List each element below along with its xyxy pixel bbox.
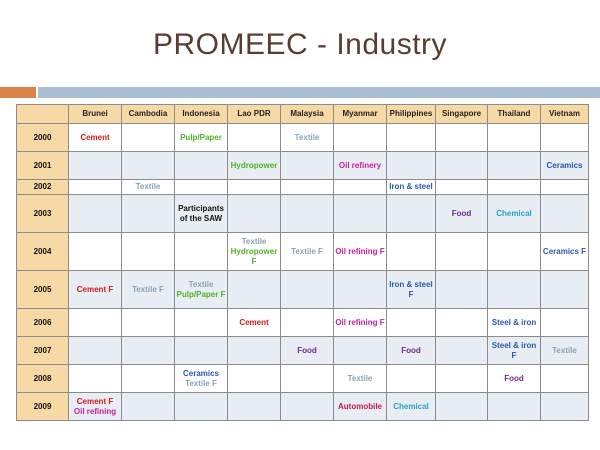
cell-philippines [387,337,436,365]
cell-philippines [387,180,436,195]
industry-entry: Textile [241,236,267,246]
industry-entry: Iron & steel F [389,279,433,299]
industry-entry: Textile F [291,246,323,256]
header-thailand: Thailand [488,105,541,124]
cell-thailand [488,337,541,365]
header-philippines: Philippines [387,105,436,124]
cell-indonesia [175,365,228,393]
cell-singapore [436,337,488,365]
industry-entry: Hydropower [230,160,278,170]
cell-singapore [436,393,488,421]
cell-philippines [387,309,436,337]
cell-brunei [69,337,122,365]
year-cell: 2008 [17,365,69,393]
cell-malaysia [281,180,334,195]
industry-entry: Textile [552,345,577,355]
cell-lao-pdr [228,365,281,393]
header-row [17,105,589,124]
cell-cambodia [122,152,175,180]
industry-entry: Iron & steel [389,182,433,191]
year-cell: 2009 [17,393,69,421]
cell-indonesia [175,124,228,152]
header-vietnam: Vietnam [541,105,589,124]
header-lao-pdr: Lao PDR [228,105,281,124]
cell-thailand [488,233,541,271]
cell-brunei [69,152,122,180]
cell-malaysia [281,195,334,233]
cell-lao-pdr [228,309,281,337]
cell-malaysia [281,393,334,421]
cell-thailand [488,365,541,393]
cell-brunei [69,393,122,421]
cell-malaysia [281,271,334,309]
industry-entry: Steel & iron F [491,340,537,360]
table-row [17,337,589,365]
industry-entry: Pulp/Paper F [176,289,226,299]
cell-malaysia [281,124,334,152]
cell-myanmar [334,337,387,365]
cell-thailand [488,309,541,337]
cell-philippines [387,195,436,233]
cell-myanmar [334,309,387,337]
cell-philippines [387,233,436,271]
cell-myanmar [334,195,387,233]
industry-entry: Textile F [132,284,164,294]
cell-thailand [488,393,541,421]
cell-cambodia [122,337,175,365]
industry-entry: Ceramics [546,160,583,170]
table-row [17,195,589,233]
cell-singapore [436,195,488,233]
cell-vietnam [541,124,589,152]
cell-vietnam [541,337,589,365]
cell-cambodia [122,271,175,309]
industry-entry: Chemical [496,208,532,218]
industry-entry: Textile [347,373,373,383]
cell-lao-pdr [228,180,281,195]
cell-vietnam [541,309,589,337]
cell-vietnam [541,393,589,421]
cell-lao-pdr [228,124,281,152]
industry-entry: Ceramics [182,368,220,378]
header-cambodia: Cambodia [122,105,175,124]
industry-entry: Hydropower F [230,246,278,266]
year-cell: 2007 [17,337,69,365]
industry-entry: Cement [80,132,110,142]
cell-myanmar [334,152,387,180]
year-cell: 2004 [17,233,69,271]
table-row [17,124,589,152]
cell-singapore [436,124,488,152]
cell-indonesia [175,337,228,365]
table-row [17,233,589,271]
header-corner [17,105,69,124]
cell-singapore [436,365,488,393]
cell-philippines [387,365,436,393]
cell-malaysia [281,233,334,271]
cell-lao-pdr [228,233,281,271]
table-row [17,393,589,421]
table-row [17,180,589,195]
industry-entry: Textile [188,279,214,289]
cell-brunei [69,365,122,393]
year-cell: 2003 [17,195,69,233]
cell-cambodia [122,180,175,195]
cell-lao-pdr [228,195,281,233]
cell-singapore [436,271,488,309]
cell-vietnam [541,233,589,271]
cell-myanmar [334,365,387,393]
industry-entry: Food [504,373,524,383]
header-brunei: Brunei [69,105,122,124]
year-cell: 2001 [17,152,69,180]
cell-brunei [69,180,122,195]
cell-philippines [387,393,436,421]
cell-cambodia [122,195,175,233]
industry-entry: Automobile [338,401,382,411]
cell-cambodia [122,233,175,271]
cell-indonesia [175,152,228,180]
cell-brunei [69,195,122,233]
cell-malaysia [281,337,334,365]
header-malaysia: Malaysia [281,105,334,124]
cell-myanmar [334,180,387,195]
cell-indonesia [175,271,228,309]
industry-entry: Chemical [393,401,429,411]
industry-entry: Food [451,208,472,218]
cell-myanmar [334,233,387,271]
industry-entry: Food [401,345,421,355]
cell-vietnam [541,152,589,180]
industry-entry: Cement F [76,396,114,406]
industry-entry: Oil refinery [338,160,382,170]
table-row [17,271,589,309]
industry-entry: Oil refining F [335,246,385,256]
accent-bar-orange [0,87,36,98]
year-cell: 2000 [17,124,69,152]
table-row [17,365,589,393]
industry-entry: Oil refining [73,406,117,416]
industry-table [16,104,589,421]
year-cell: 2002 [17,180,69,195]
header-singapore: Singapore [436,105,488,124]
cell-indonesia [175,233,228,271]
cell-indonesia [175,309,228,337]
cell-brunei [69,309,122,337]
cell-vietnam [541,195,589,233]
industry-entry: Textile [294,132,320,142]
cell-thailand [488,195,541,233]
cell-singapore [436,233,488,271]
cell-philippines [387,271,436,309]
cell-myanmar [334,124,387,152]
cell-thailand [488,271,541,309]
industry-entry: Oil refining F [335,317,385,327]
cell-thailand [488,152,541,180]
year-cell: 2005 [17,271,69,309]
header-myanmar: Myanmar [334,105,387,124]
cell-singapore [436,180,488,195]
cell-myanmar [334,271,387,309]
cell-malaysia [281,152,334,180]
year-cell: 2006 [17,309,69,337]
industry-entry: Participants of the SAW [178,203,224,223]
cell-vietnam [541,180,589,195]
cell-cambodia [122,124,175,152]
cell-indonesia [175,195,228,233]
cell-thailand [488,124,541,152]
cell-malaysia [281,309,334,337]
cell-indonesia [175,393,228,421]
industry-entry: Cement F [76,284,114,294]
cell-vietnam [541,365,589,393]
cell-lao-pdr [228,152,281,180]
cell-lao-pdr [228,393,281,421]
cell-brunei [69,233,122,271]
industry-entry: Textile [135,182,161,191]
cell-thailand [488,180,541,195]
cell-malaysia [281,365,334,393]
industry-entry: Ceramics F [542,246,587,256]
cell-cambodia [122,309,175,337]
cell-cambodia [122,393,175,421]
industry-entry: Food [297,345,317,355]
cell-singapore [436,309,488,337]
cell-lao-pdr [228,271,281,309]
cell-lao-pdr [228,337,281,365]
header-indonesia: Indonesia [175,105,228,124]
industry-entry: Cement [239,317,269,327]
cell-myanmar [334,393,387,421]
cell-philippines [387,124,436,152]
industry-entry: Steel & iron [491,317,537,327]
table-row [17,152,589,180]
cell-cambodia [122,365,175,393]
industry-entry: Textile F [185,378,217,388]
cell-indonesia [175,180,228,195]
table-row [17,309,589,337]
cell-philippines [387,152,436,180]
accent-bar-blue [38,87,600,98]
cell-singapore [436,152,488,180]
cell-vietnam [541,271,589,309]
cell-brunei [69,271,122,309]
cell-brunei [69,124,122,152]
industry-entry: Pulp/Paper [180,132,222,142]
slide-title: PROMEEC - Industry [152,28,448,61]
